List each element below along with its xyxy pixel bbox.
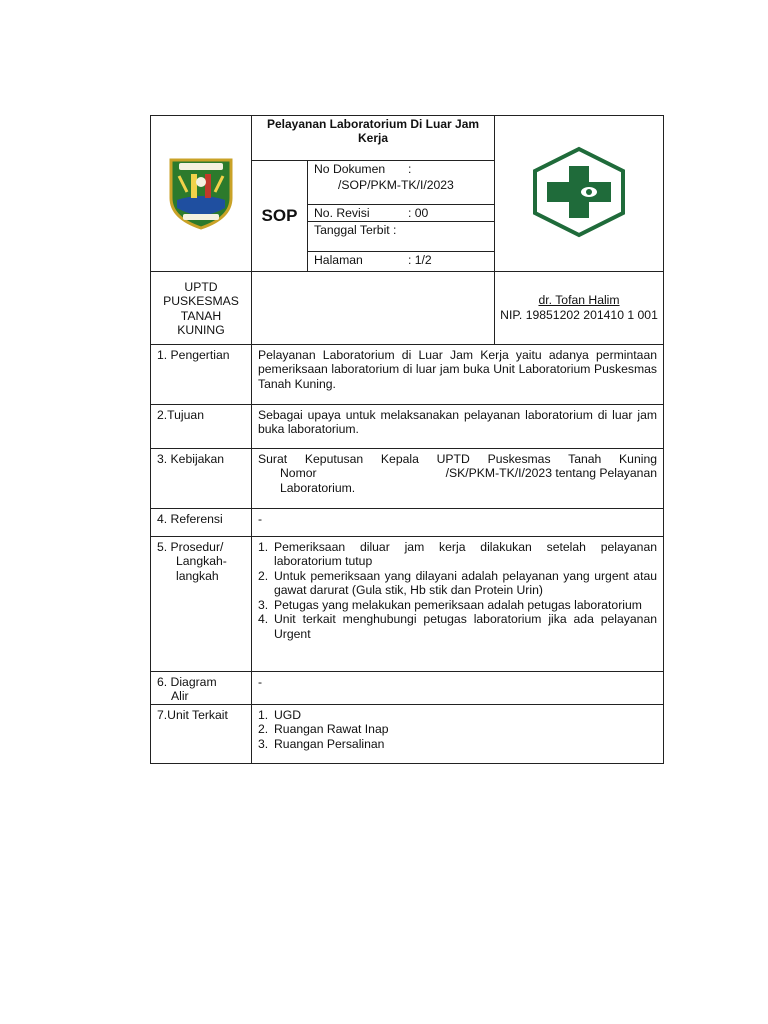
halaman-label: Halaman xyxy=(314,252,363,267)
prosedur-list xyxy=(258,540,657,642)
halaman-value: : 1/2 xyxy=(408,252,432,267)
referensi-label: 4. Referensi xyxy=(151,508,252,536)
kebijakan-nomor: Nomor xyxy=(280,466,317,480)
no-revisi-label: No. Revisi xyxy=(314,206,370,220)
kebijakan-sk: /SK/PKM-TK/I/2023 tentang Pelayanan xyxy=(445,466,658,480)
list-item: 4. Unit terkait menghubungi petugas laboratorium jika ada pelayanan Urgent xyxy=(258,612,658,641)
org-line-1: UPTD xyxy=(184,279,218,294)
kebijakan-text xyxy=(252,448,664,508)
list-item: 3. Ruangan Persalinan xyxy=(258,736,385,751)
regional-emblem-cell xyxy=(151,116,252,272)
unit-list xyxy=(258,708,657,752)
regional-emblem-icon xyxy=(161,152,241,232)
kebijakan-line-1: Surat Keputusan Kepala UPTD Puskesmas Tanah Kuning xyxy=(258,451,658,466)
tujuan-text: Sebagai upaya untuk melaksanakan pelayanan laboratorium di luar jam buka laboratorium. xyxy=(252,404,664,448)
org-line-4: KUNING xyxy=(177,323,225,337)
halaman-field xyxy=(308,251,495,271)
unit-terkait-list xyxy=(252,704,664,763)
org-name xyxy=(151,271,252,344)
no-dokumen-label: No Dokumen xyxy=(314,162,386,176)
document-title: Pelayanan Laboratorium Di Luar Jam Kerja xyxy=(252,116,495,161)
pengertian-text: Pelayanan Laboratorium di Luar Jam Kerja yaitu adanya permintaan pemeriksaan laboratorium di luar jam buka Unit Laboratorium Puskesmas Tanah Kuning. xyxy=(252,344,664,404)
kebijakan-line-3: Laboratorium. xyxy=(280,480,356,495)
no-dokumen-value: /SOP/PKM-TK/I/2023 xyxy=(338,177,454,192)
kebijakan-label: 3. Kebijakan xyxy=(151,448,252,508)
sop-label: SOP xyxy=(252,161,308,272)
signature-block xyxy=(495,271,664,344)
no-dokumen-field xyxy=(308,161,495,205)
no-dokumen-sep: : xyxy=(408,162,412,176)
blank-cell xyxy=(252,271,495,344)
signatory-name: dr. Tofan Halim xyxy=(538,293,620,307)
prosedur-label-1: 5. Prosedur/ xyxy=(157,539,224,554)
prosedur-label-2: Langkah- xyxy=(176,554,227,568)
org-line-3: TANAH xyxy=(180,308,222,323)
kebijakan-line-2 xyxy=(258,466,657,481)
pengertian-label: 1. Pengertian xyxy=(151,344,252,404)
list-item: 1. UGD xyxy=(258,707,302,722)
unit-terkait-label: 7.Unit Terkait xyxy=(151,704,252,763)
tanggal-terbit-field xyxy=(308,221,495,251)
no-revisi-value: : 00 xyxy=(408,206,429,220)
list-item: 2. Ruangan Rawat Inap xyxy=(258,722,389,736)
puskesmas-cross-icon xyxy=(529,146,629,238)
sop-table xyxy=(150,115,664,764)
tanggal-terbit-label: Tanggal Terbit : xyxy=(314,222,397,237)
diagram-label xyxy=(151,671,252,704)
list-item: 3. Petugas yang melakukan pemeriksaan adalah petugas laboratorium xyxy=(258,597,642,612)
sop-document xyxy=(150,115,663,764)
tujuan-label: 2.Tujuan xyxy=(151,404,252,448)
prosedur-label-3: langkah xyxy=(176,568,219,583)
diagram-label-2: Alir xyxy=(171,689,189,703)
referensi-text: - xyxy=(252,508,664,536)
prosedur-label xyxy=(151,536,252,671)
puskesmas-logo-cell xyxy=(495,116,664,272)
signatory-nip: NIP. 19851202 201410 1 001 xyxy=(500,307,658,322)
org-line-2: PUSKESMAS xyxy=(163,294,239,308)
list-item: 2. Untuk pemeriksaan yang dilayani adalah pelayanan yang urgent atau gawat darurat (Gula stik, Hb stik dan Protein Urin) xyxy=(258,568,658,597)
list-item: 1. Pemeriksaan diluar jam kerja dilakukan setelah pelayanan laboratorium tutup xyxy=(258,539,658,568)
diagram-text: - xyxy=(252,671,664,704)
diagram-label-1: 6. Diagram xyxy=(157,674,217,689)
no-revisi-field xyxy=(308,205,495,222)
prosedur-steps xyxy=(252,536,664,671)
